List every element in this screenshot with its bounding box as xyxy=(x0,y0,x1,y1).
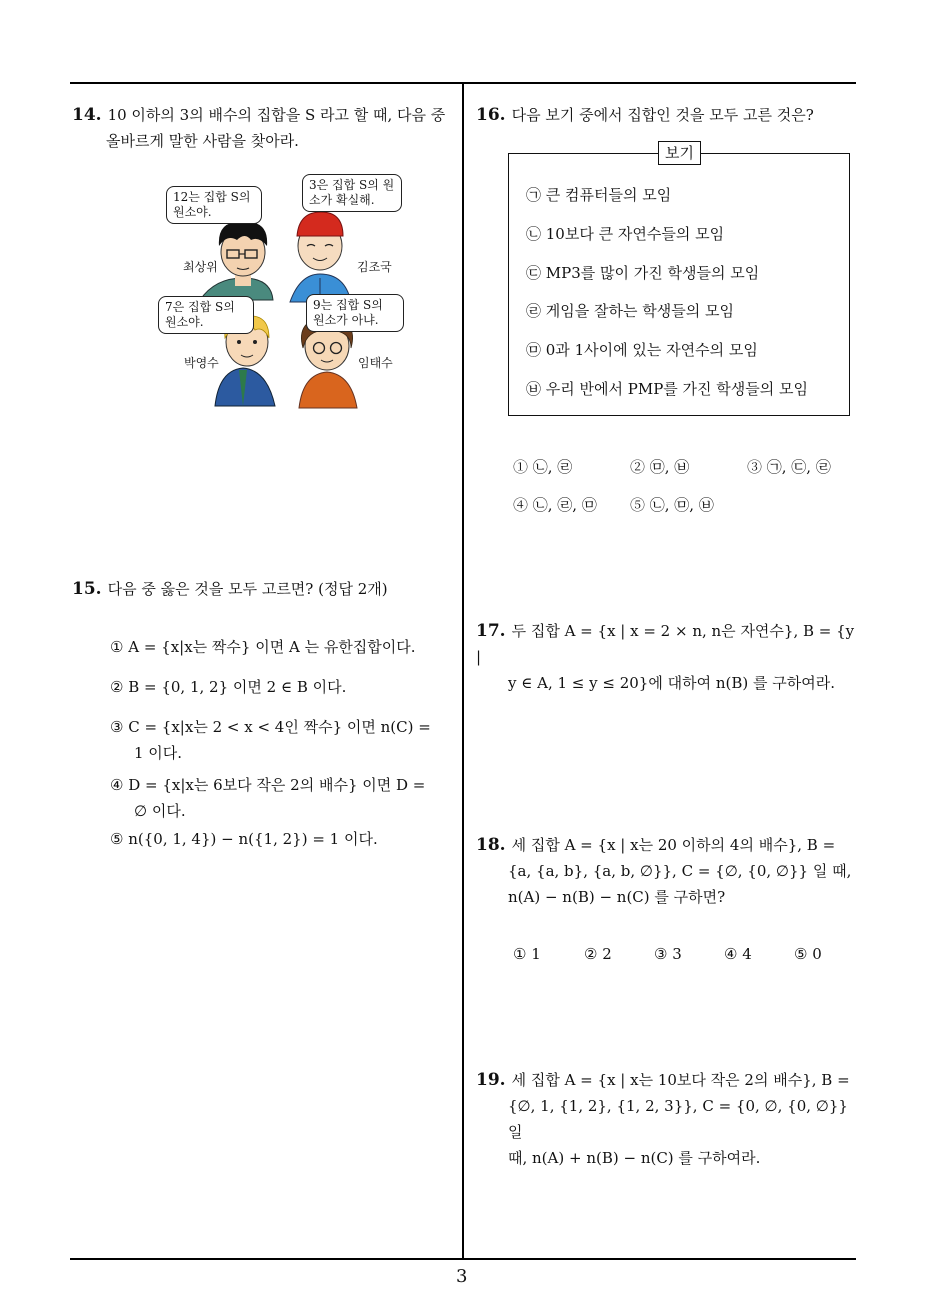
question-number: 14. xyxy=(72,105,102,125)
name-lim: 임태수 xyxy=(358,356,393,370)
question-number: 15. xyxy=(72,579,102,599)
q15-option-4[interactable]: ④ D = {x|x는 6보다 작은 2의 배수} 이면 D = ∅ 이다. xyxy=(110,776,426,820)
q18-choice-4[interactable]: ④ 4 xyxy=(724,945,752,963)
q18-choice-2[interactable]: ② 2 xyxy=(584,945,612,963)
question-text-line-3: 때, n(A) + n(B) − n(C) 를 구하여라. xyxy=(508,1149,761,1167)
question-number: 16. xyxy=(476,105,506,125)
speech-bubble-lim: 9는 집합 S의 원소가 아냐. xyxy=(306,294,404,332)
question-19 xyxy=(476,1067,860,1171)
bogi-item-3: ㉢ MP3를 많이 가진 학생들의 모임 xyxy=(526,264,760,282)
question-text: 다음 중 옳은 것을 모두 고르면? (정답 2개) xyxy=(107,580,388,598)
speech-bubble-park: 7은 집합 S의 원소야. xyxy=(158,296,254,334)
question-number: 19. xyxy=(476,1070,506,1090)
question-text-line-1: 세 집합 A = {x | x는 20 이하의 4의 배수}, B = xyxy=(511,836,836,854)
name-kim: 김조국 xyxy=(357,260,392,274)
question-text: 10 이하의 3의 배수의 집합을 S 라고 할 때, 다음 중 올바르게 말한 사람을 찾아라. xyxy=(106,106,446,150)
q16-choice-4[interactable]: ④ ㉡, ㉣, ㉤ xyxy=(513,496,597,514)
speech-bubble-choi: 12는 집합 S의 원소야. xyxy=(166,186,262,224)
name-park: 박영수 xyxy=(184,356,219,370)
q16-choice-2[interactable]: ② ㉤, ㉥ xyxy=(630,458,690,476)
q18-choice-5[interactable]: ⑤ 0 xyxy=(794,945,822,963)
q18-choice-3[interactable]: ③ 3 xyxy=(654,945,682,963)
student-kim-figure xyxy=(290,212,351,302)
question-16 xyxy=(476,102,860,128)
q15-option-1[interactable]: ① A = {x|x는 짝수} 이면 A 는 유한집합이다. xyxy=(110,638,416,656)
question-18 xyxy=(476,832,860,910)
bogi-item-5: ㉤ 0과 1사이에 있는 자연수의 모임 xyxy=(526,341,758,359)
q16-choice-3[interactable]: ③ ㉠, ㉢, ㉣ xyxy=(747,458,831,476)
bogi-box-title: 보기 xyxy=(658,141,701,165)
speech-bubble-kim: 3은 집합 S의 원소가 확실해. xyxy=(302,174,402,212)
question-text-line-2: y ∈ A, 1 ≤ y ≤ 20}에 대하여 n(B) 를 구하여라. xyxy=(508,674,835,692)
question-text-line-3: n(A) − n(B) − n(C) 를 구하면? xyxy=(508,888,726,906)
question-text: 다음 보기 중에서 집합인 것을 모두 고른 것은? xyxy=(511,106,814,124)
bottom-rule xyxy=(70,1258,856,1260)
question-text-line-1: 세 집합 A = {x | x는 10보다 작은 2의 배수}, B = xyxy=(511,1071,850,1089)
q15-option-3[interactable]: ③ C = {x|x는 2 < x < 4인 짝수} 이면 n(C) = 1 이다. xyxy=(110,718,431,762)
question-text-line-1: 두 집합 A = {x | x = 2 × n, n은 자연수}, B = {y | xyxy=(476,622,855,666)
bogi-item-4: ㉣ 게임을 잘하는 학생들의 모임 xyxy=(526,302,734,320)
q15-option-5[interactable]: ⑤ n({0, 1, 4}) − n({1, 2}) = 1 이다. xyxy=(110,830,378,848)
question-number: 17. xyxy=(476,621,506,641)
bogi-item-2: ㉡ 10보다 큰 자연수들의 모임 xyxy=(526,225,725,243)
question-text-line-2: {∅, 1, {1, 2}, {1, 2, 3}}, C = {0, ∅, {0, ∅}} 일 xyxy=(508,1097,848,1141)
question-17 xyxy=(476,618,860,696)
page-number: 3 xyxy=(456,1266,468,1287)
question-14 xyxy=(72,102,456,154)
q16-choice-5[interactable]: ⑤ ㉡, ㉤, ㉥ xyxy=(630,496,714,514)
question-15 xyxy=(72,576,456,602)
q16-choice-1[interactable]: ① ㉡, ㉣ xyxy=(513,458,573,476)
q15-option-2[interactable]: ② B = {0, 1, 2} 이면 2 ∈ B 이다. xyxy=(110,678,347,696)
column-divider xyxy=(462,82,464,1260)
bogi-item-1: ㉠ 큰 컴퓨터들의 모임 xyxy=(526,186,672,204)
question-number: 18. xyxy=(476,835,506,855)
bogi-item-6: ㉥ 우리 반에서 PMP를 가진 학생들의 모임 xyxy=(526,380,809,398)
q18-choice-1[interactable]: ① 1 xyxy=(513,945,541,963)
question-text-line-2: {a, {a, b}, {a, b, ∅}}, C = {∅, {0, ∅}} 일 때, xyxy=(508,862,852,880)
name-choi: 최상위 xyxy=(183,260,218,274)
